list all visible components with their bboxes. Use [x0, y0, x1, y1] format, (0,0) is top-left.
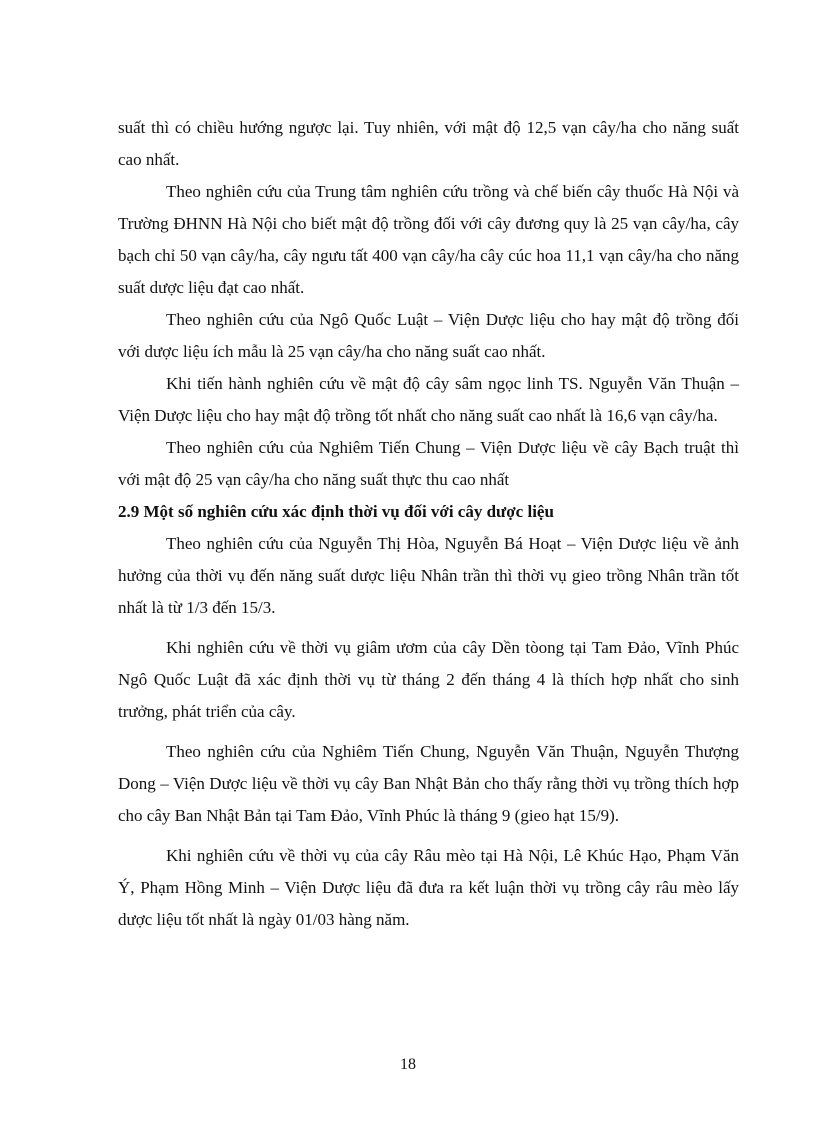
document-page	[118, 112, 739, 936]
paragraph-density-sam-ngoc-linh: Khi tiến hành nghiên cứu về mật độ cây sâm ngọc linh TS. Nguyễn Văn Thuận – Viện Dược liệu cho hay mật độ trồng tốt nhất cho năng suất cao nhất là 16,6 vạn cây/ha.	[118, 374, 739, 425]
paragraph-season-rau-meo: Khi nghiên cứu về thời vụ của cây Râu mèo tại Hà Nội, Lê Khúc Hạo, Phạm Văn Ý, Phạm Hồng Minh – Viện Dược liệu đã đưa ra kết luận thời vụ trồng cây râu mèo lấy dược liệu tốt nhất là ngày 01/03 hàng năm.	[118, 846, 739, 929]
paragraph-season-den-toong: Khi nghiên cứu về thời vụ giâm ươm của cây Dền tòong tại Tam Đảo, Vĩnh Phúc Ngô Quốc Luật đã xác định thời vụ từ tháng 2 đến tháng 4 là thích hợp nhất cho sinh trưởng, phát triển của cây.	[118, 638, 739, 721]
paragraph-continuation: suất thì có chiều hướng ngược lại. Tuy nhiên, với mật độ 12,5 vạn cây/ha cho năng suất cao nhất.	[118, 118, 739, 169]
section-heading: 2.9 Một số nghiên cứu xác định thời vụ đối với cây dược liệu	[118, 502, 554, 521]
paragraph-density-trung-tam: Theo nghiên cứu của Trung tâm nghiên cứu trồng và chế biến cây thuốc Hà Nội và Trường ĐHNN Hà Nội cho biết mật độ trồng đối với cây đương quy là 25 vạn cây/ha, cây bạch chỉ 50 vạn cây/ha, cây ngưu tất 400 vạn cây/ha cây cúc hoa 11,1 vạn cây/ha cho năng suất dược liệu đạt cao nhất.	[118, 182, 739, 297]
page-number: 18	[400, 1056, 416, 1073]
paragraph-season-ban-nhat-ban: Theo nghiên cứu của Nghiêm Tiến Chung, Nguyễn Văn Thuận, Nguyễn Thượng Dong – Viện Dược liệu về thời vụ cây Ban Nhật Bản cho thấy rằng thời vụ trồng thích hợp cho cây Ban Nhật Bản tại Tam Đảo, Vĩnh Phúc là tháng 9 (gieo hạt 15/9).	[118, 742, 739, 825]
paragraph-density-bach-truat: Theo nghiên cứu của Nghiêm Tiến Chung – Viện Dược liệu về cây Bạch truật thì với mật độ 25 vạn cây/ha cho năng suất thực thu cao nhất	[118, 438, 739, 489]
paragraph-season-nhan-tran: Theo nghiên cứu của Nguyễn Thị Hòa, Nguyễn Bá Hoạt – Viện Dược liệu về ảnh hưởng của thời vụ đến năng suất dược liệu Nhân trần thì thời vụ gieo trồng Nhân trần tốt nhất là từ 1/3 đến 15/3.	[118, 534, 739, 617]
paragraph-density-ich-mau: Theo nghiên cứu của Ngô Quốc Luật – Viện Dược liệu cho hay mật độ trồng đối với dược liệu ích mẫu là 25 vạn cây/ha cho năng suất cao nhất.	[118, 310, 739, 361]
